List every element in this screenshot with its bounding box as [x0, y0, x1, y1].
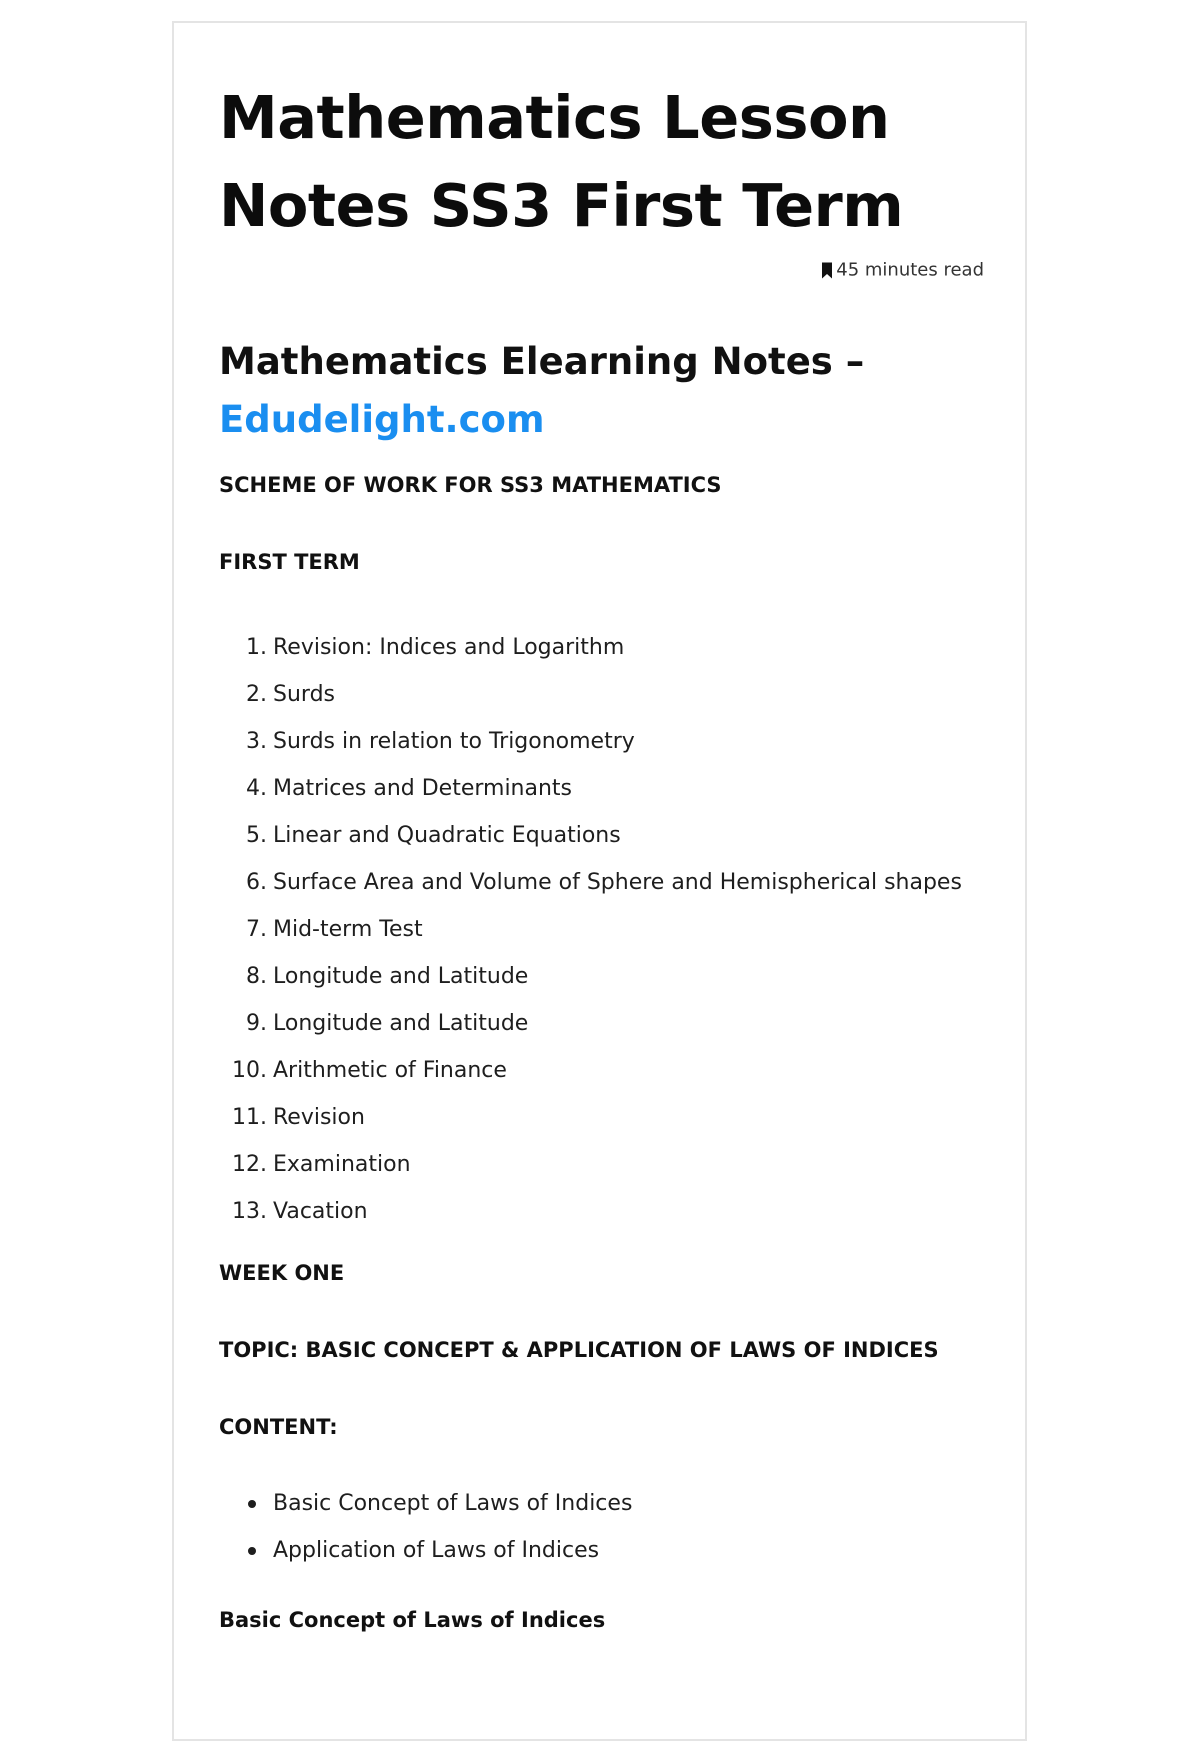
- section-heading: Basic Concept of Laws of Indices: [219, 1608, 606, 1632]
- week-label: WEEK ONE: [219, 1261, 345, 1285]
- term-label: FIRST TERM: [219, 550, 360, 574]
- list-item: Basic Concept of Laws of Indices: [219, 1480, 632, 1527]
- list-item: 1. Revision: Indices and Logarithm: [246, 635, 625, 660]
- read-time: 45 minutes read: [836, 259, 984, 281]
- subtitle-text: Mathematics Elearning Notes –: [219, 340, 865, 383]
- subtitle-heading: [219, 333, 979, 449]
- list-item: Application of Laws of Indices: [219, 1527, 632, 1574]
- topic-heading: TOPIC: BASIC CONCEPT & APPLICATION OF LAWS OF INDICES: [219, 1338, 939, 1362]
- list-item: 7. Mid-term Test: [246, 917, 423, 942]
- list-item: 13. Vacation: [232, 1199, 368, 1224]
- list-item: 6. Surface Area and Volume of Sphere and Hemispherical shapes: [246, 870, 962, 895]
- list-item: 12. Examination: [232, 1152, 411, 1177]
- scheme-list: [219, 624, 962, 1235]
- list-item: 11. Revision: [232, 1105, 365, 1130]
- page-title: Mathematics Lesson Notes SS3 First Term: [219, 83, 904, 240]
- edudelight-link[interactable]: Edudelight.com: [219, 398, 545, 441]
- list-item: 5. Linear and Quadratic Equations: [246, 823, 621, 848]
- content-label: CONTENT:: [219, 1415, 338, 1439]
- content-list: [219, 1480, 632, 1574]
- list-item: 8. Longitude and Latitude: [246, 964, 529, 989]
- bookmark-icon: [821, 262, 833, 278]
- list-item: 2. Surds: [246, 682, 335, 707]
- scheme-heading: SCHEME OF WORK FOR SS3 MATHEMATICS: [219, 473, 722, 497]
- bullet-icon: [248, 1500, 256, 1508]
- bullet-icon: [248, 1547, 256, 1555]
- list-item: 9. Longitude and Latitude: [246, 1011, 529, 1036]
- list-item: 3. Surds in relation to Trigonometry: [246, 729, 635, 754]
- list-item: 4. Matrices and Determinants: [246, 776, 573, 801]
- list-item: 10. Arithmetic of Finance: [232, 1058, 507, 1083]
- read-time-meta: [821, 260, 984, 281]
